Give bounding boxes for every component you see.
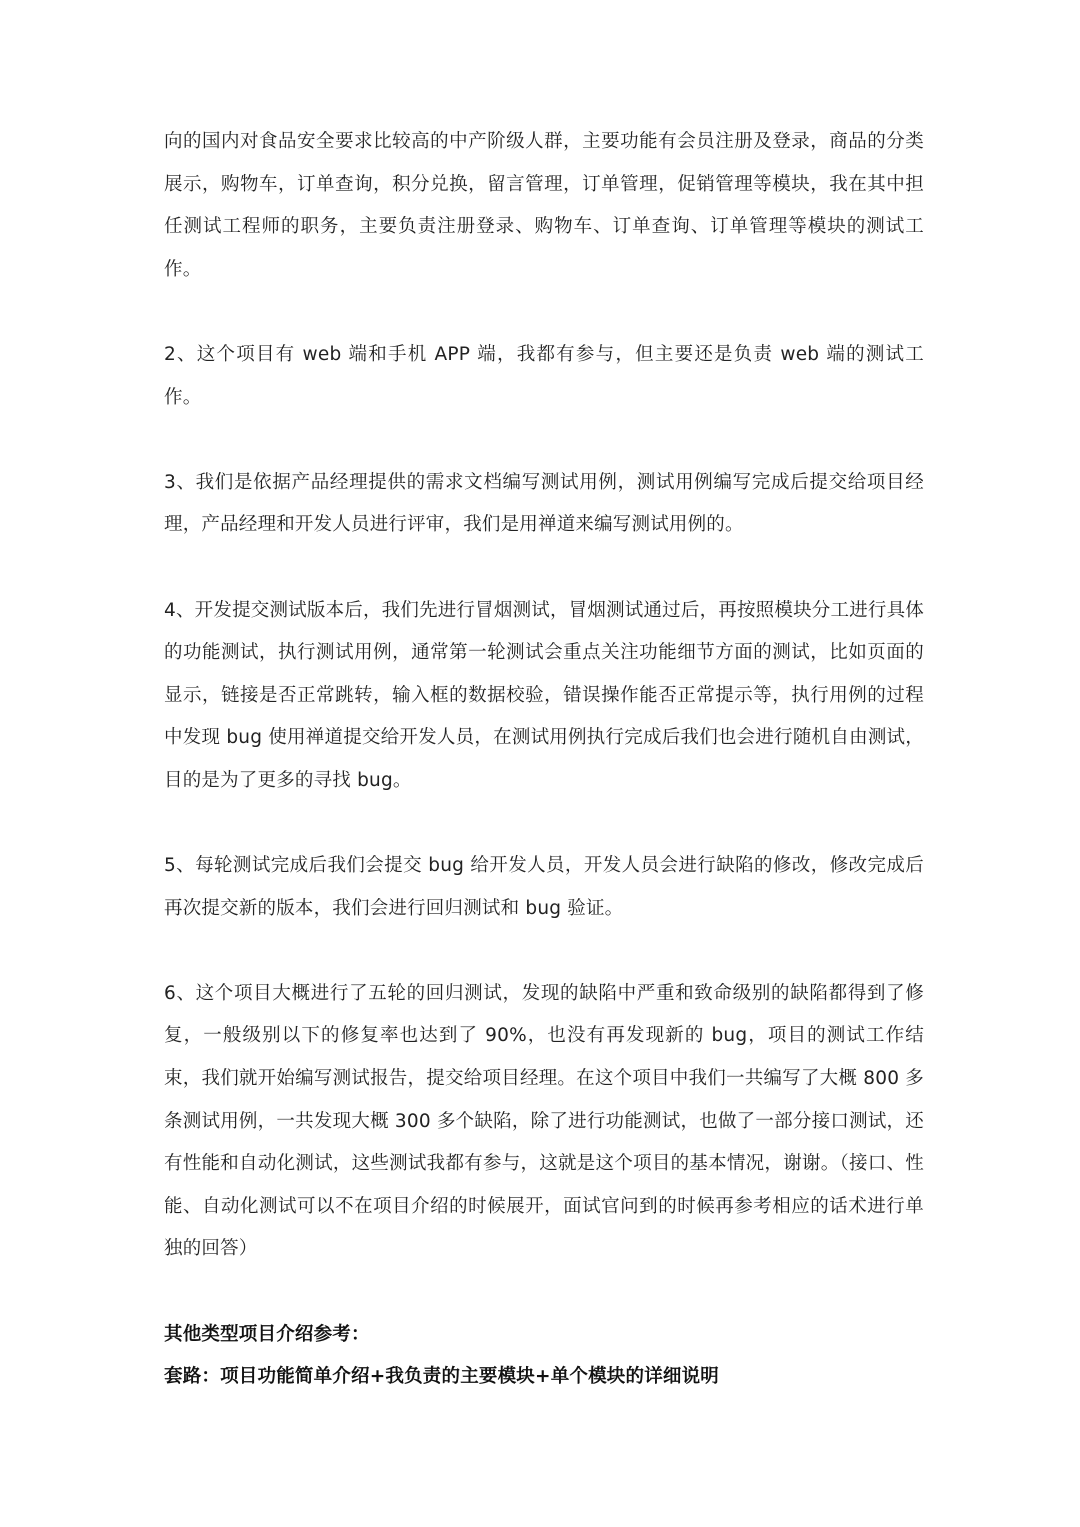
paragraph-item-5: 5、每轮测试完成后我们会提交 bug 给开发人员，开发人员会进行缺陷的修改，修改完成后再次提交新的版本，我们会进行回归测试和 bug 验证。 [164,855,924,919]
paragraph-item-3: 3、我们是依据产品经理提供的需求文档编写测试用例，测试用例编写完成后提交给项目经理，产品经理和开发人员进行评审，我们是用禅道来编写测试用例的。 [164,471,924,536]
paragraph-item-6: 6、这个项目大概进行了五轮的回归测试，发现的缺陷中严重和致命级别的缺陷都得到了修复，一般级别以下的修复率也达到了 90%，也没有再发现新的 bug，项目的测试工作结束，我们就开始编写测试报告，提交给项目经理。在这个项目中我们一共编写了大概 800 多条测试用例，一共发现大概 300 多个缺陷，除了进行功能测试，也做了一部分接口测试，还有性能和自动化测试，这些测试我都有参与，这就是这个项目的基本情况，谢谢。（接口、性能、自动化测试可以不在项目介绍的时候展开，面试官问到的时候再参考相应的话术进行单独的回答） [164,982,924,1260]
paragraph-project-intro: 向的国内对食品安全要求比较高的中产阶级人群，主要功能有会员注册及登录，商品的分类展示，购物车，订单查询，积分兑换，留言管理，订单管理，促销管理等模块，我在其中担任测试工程师的职务，主要负责注册登录、购物车、订单查询、订单管理等模块的测试工作。 [164,131,924,280]
document-body [164,121,924,1399]
heading-other-project-types: 其他类型项目介绍参考： [164,1323,370,1345]
paragraph-item-2: 2、这个项目有 web 端和手机 APP 端，我都有参与，但主要还是负责 web 端的测试工作。 [164,343,924,408]
paragraph-item-4: 4、开发提交测试版本后，我们先进行冒烟测试，冒烟测试通过后，再按照模块分工进行具体的功能测试，执行测试用例，通常第一轮测试会重点关注功能细节方面的测试，比如页面的显示，链接是否正常跳转，输入框的数据校验，错误操作能否正常提示等，执行用例的过程中发现 bug 使用禅道提交给开发人员，在测试用例执行完成后我们也会进行随机自由测试，目的是为了更多的寻找 bug。 [164,599,924,791]
heading-method: 套路：项目功能简单介绍+我负责的主要模块+单个模块的详细说明 [164,1366,720,1388]
